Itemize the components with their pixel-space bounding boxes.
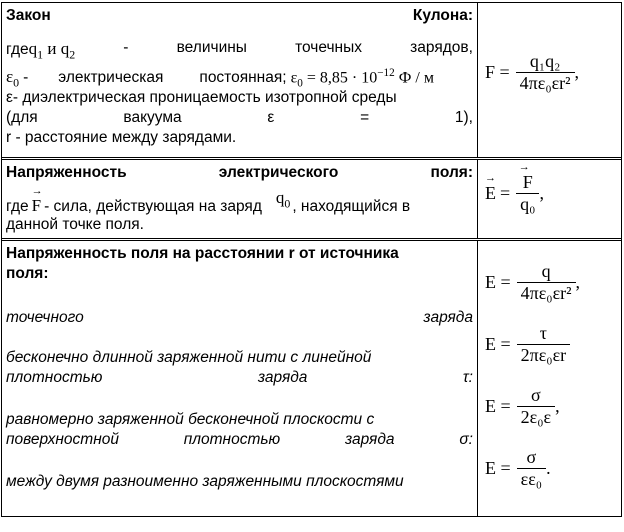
field-distance-text-cell — [2, 241, 478, 516]
case-plane-2: поверхностной плотностью заряда σ: — [6, 431, 473, 448]
case-line-charge: бесконечно длинной заряженной нити с линейной — [6, 349, 372, 366]
formula-point: E = $\frac{q}{\text{4πε₀εr²}}$ , — [485, 261, 581, 303]
formula-line: E = $\frac{\tau}{\text{2πε₀εr}}$ — [485, 323, 570, 366]
formula-table — [1, 2, 622, 517]
field-strength-text-cell — [2, 160, 478, 238]
case-line-charge-2: плотностью заряда τ: — [6, 369, 473, 386]
formula-two-planes: E = $\frac{\sigma}{\text{εε₀}}$ . — [485, 447, 551, 489]
case-point-charge: точечного заряда — [6, 309, 473, 326]
coulomb-line-epsilon: ε- диэлектрическая проницаемость изотропной среды — [6, 89, 397, 106]
epsilon0-value: $\varepsilon_0 = 8,85 \cdot 10^{-12}$ Ф / м — [290, 67, 434, 90]
coulomb-formula-cell — [477, 3, 621, 157]
coulomb-title: Закон Кулона: — [6, 7, 473, 24]
coulomb-line-eps: $\varepsilon_0$ - электрическая постоянная; $\varepsilon_0 = 8,85 \cdot 10^{-12}$ Ф / м — [6, 67, 434, 90]
field-strength-title: Напряженность электрического поля: — [6, 164, 473, 181]
coulomb-text-cell — [2, 3, 478, 157]
field-strength-line-point: данной точке поля. — [6, 216, 144, 233]
field-strength-line-F: где → F - сила, действующая на заряд $q_0$ , находящийся в — [6, 196, 473, 219]
case-two-planes: между двумя разноименно заряженными плоскостями — [6, 473, 404, 490]
field-distance-row — [2, 241, 621, 516]
formula-plane: E = $\frac{\sigma}{\text{2ε₀ε}}$ , — [485, 385, 560, 427]
coulomb-row — [2, 3, 621, 157]
coulomb-line-vacuum: (для вакуума ε = 1), — [6, 109, 473, 126]
coulomb-line-q: гдеq$_1$ и $q_2$ - величины точечных зарядов, — [6, 39, 473, 62]
case-plane: равномерно заряженной бесконечной плоскости с — [6, 411, 375, 428]
field-distance-title: Напряженность поля на расстоянии r от источника — [6, 245, 399, 262]
coulomb-formula: F = $\frac{\text{q₁q₂}}{\text{4πε₀εr²}}$ , — [485, 51, 580, 93]
field-distance-title-2: поля: — [6, 265, 49, 282]
field-strength-row — [2, 160, 621, 238]
field-distance-formula-cell — [477, 241, 621, 516]
field-strength-formula-cell — [477, 160, 621, 238]
field-strength-formula: → E = → $\frac{F}{\text{q₀}}$ , — [485, 172, 544, 215]
coulomb-line-r: r - расстояние между зарядами. — [6, 129, 237, 146]
